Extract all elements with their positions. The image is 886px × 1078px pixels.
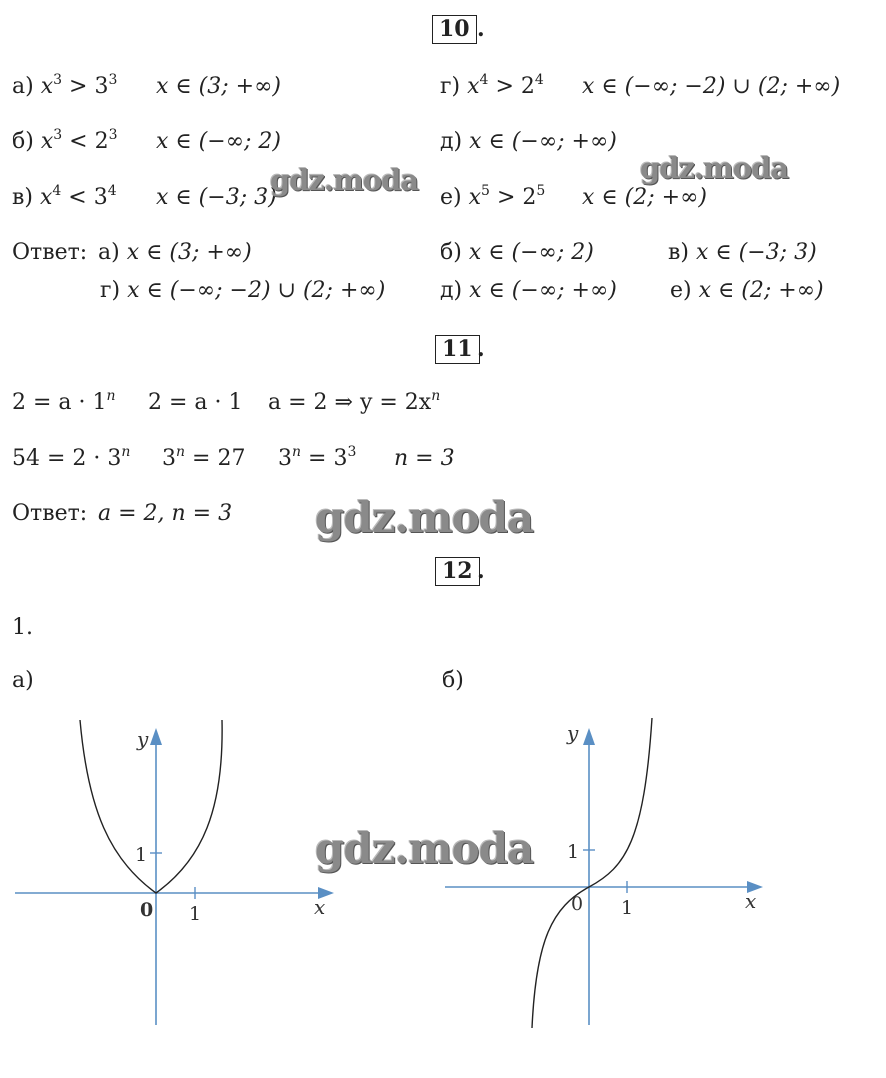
graph-a-xlabel: x xyxy=(314,895,326,919)
answer-10-a: а) x ∈ (3; +∞) xyxy=(98,240,252,265)
graph-b-xlabel: x xyxy=(745,889,757,913)
graph-a-y-arrow xyxy=(150,728,162,745)
p11-eq4: $54 = 2 \cdot 3^n$ xyxy=(12,444,131,471)
answer-10-g: г) x ∈ (−∞; −2) ∪ (2; +∞) xyxy=(100,278,386,303)
graph-a-origin: 0 xyxy=(140,899,154,921)
p11-eq2: 2 = a · 1 xyxy=(148,390,243,415)
p11-eq5: $3^n = 27$ xyxy=(162,444,246,471)
sol-e: x ∈ (2; +∞) xyxy=(582,185,708,210)
graph-a-curve xyxy=(80,720,222,893)
sol-g: x ∈ (−∞; −2) ∪ (2; +∞) xyxy=(582,74,841,99)
graph-b-one-x: 1 xyxy=(621,897,634,919)
ineq-g: г) $x^4 > 2^4$ xyxy=(440,72,544,99)
problem-number-12: 12 xyxy=(435,557,480,586)
graph-a-one-y: 1 xyxy=(135,844,148,866)
answer-10-v: в) x ∈ (−3; 3) xyxy=(668,240,817,265)
ineq-v: в) $x^4 < 3^4$ xyxy=(12,183,117,210)
problem-number-dot: . xyxy=(477,558,485,584)
ineq-e: е) $x^5 > 2^5$ xyxy=(440,183,546,210)
ineq-b: б) $x^3 < 2^3$ xyxy=(12,127,118,154)
answer-label-11: Ответ: xyxy=(12,501,88,526)
watermark: gdz.moda xyxy=(315,493,534,542)
sol-v: x ∈ (−3; 3) xyxy=(156,185,277,210)
graph-b-curve xyxy=(532,718,652,1028)
p11-eq3: a = 2 ⇒ $y = 2x^n$ xyxy=(268,388,441,415)
sol-b: x ∈ (−∞; 2) xyxy=(156,129,282,154)
graph-a-ylabel: y xyxy=(137,727,149,751)
graph-b-ylabel: y xyxy=(567,721,579,745)
answer-label-10: Ответ: xyxy=(12,240,88,265)
problem-number-dot: . xyxy=(477,336,485,362)
p11-eq1: $2 = a \cdot 1^n$ xyxy=(12,388,116,415)
answer-10-b: б) x ∈ (−∞; 2) xyxy=(440,240,594,265)
answer-11: a = 2, n = 3 xyxy=(98,501,233,526)
graph-b-origin: 0 xyxy=(571,893,584,915)
ineq-d: д) x ∈ (−∞; +∞) xyxy=(440,129,617,154)
answer-10-e: е) x ∈ (2; +∞) xyxy=(670,278,824,303)
watermark: gdz.moda xyxy=(315,824,534,873)
graph-a-one-x: 1 xyxy=(189,903,202,925)
sol-a: x ∈ (3; +∞) xyxy=(156,74,282,99)
p11-eq7: n = 3 xyxy=(394,446,455,471)
watermark: gdz.moda xyxy=(270,163,419,197)
p12-label-b: б) xyxy=(442,668,464,693)
p11-eq6: $3^n = 3^3$ xyxy=(278,444,357,471)
ineq-a: а) $x^3 > 3^3$ xyxy=(12,72,118,99)
watermark: gdz.moda xyxy=(640,151,789,185)
answer-10-d: д) x ∈ (−∞; +∞) xyxy=(440,278,617,303)
problem-number-dot: . xyxy=(477,16,485,42)
problem-number-10: 10 xyxy=(432,15,477,44)
graph-b-y-arrow xyxy=(583,728,595,745)
p12-label-a: а) xyxy=(12,668,34,693)
p12-item: 1. xyxy=(12,615,33,640)
graph-b-one-y: 1 xyxy=(567,841,580,863)
problem-number-11: 11 xyxy=(435,335,480,364)
